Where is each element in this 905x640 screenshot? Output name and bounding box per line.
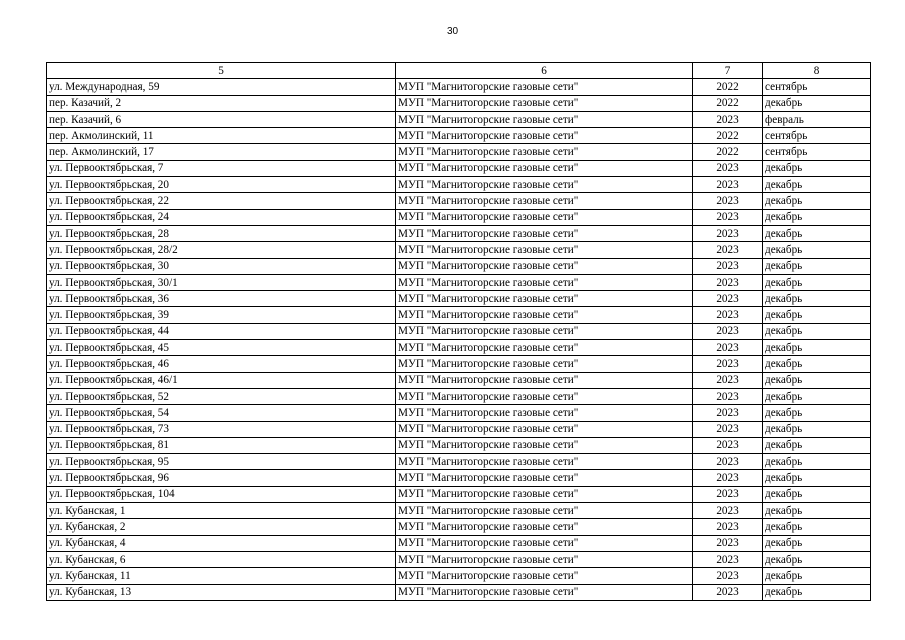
year-cell: 2023: [693, 242, 763, 258]
address-cell: пер. Акмолинский, 11: [47, 128, 396, 144]
month-cell: декабрь: [763, 454, 871, 470]
table-row: [47, 437, 871, 453]
address-cell: ул. Первооктябрьская, 46: [47, 356, 396, 372]
month-cell: декабрь: [763, 405, 871, 421]
column-number-7: 7: [693, 63, 763, 79]
address-cell: ул. Кубанская, 13: [47, 584, 396, 600]
table-row: [47, 503, 871, 519]
month-cell: декабрь: [763, 340, 871, 356]
organization-cell: МУП "Магнитогорские газовые сети": [396, 209, 693, 225]
address-cell: ул. Первооктябрьская, 28/2: [47, 242, 396, 258]
month-cell: сентябрь: [763, 144, 871, 160]
month-cell: декабрь: [763, 258, 871, 274]
table-row: [47, 340, 871, 356]
table-row: [47, 128, 871, 144]
year-cell: 2023: [693, 307, 763, 323]
address-cell: ул. Первооктябрьская, 96: [47, 470, 396, 486]
column-number-5: 5: [47, 63, 396, 79]
address-cell: ул. Кубанская, 2: [47, 519, 396, 535]
organization-cell: МУП "Магнитогорские газовые сети": [396, 584, 693, 600]
year-cell: 2023: [693, 340, 763, 356]
address-cell: ул. Первооктябрьская, 36: [47, 291, 396, 307]
table-row: [47, 95, 871, 111]
address-cell: ул. Первооктябрьская, 30/1: [47, 274, 396, 290]
table-row: [47, 307, 871, 323]
year-cell: 2023: [693, 535, 763, 551]
year-cell: 2022: [693, 128, 763, 144]
organization-cell: МУП "Магнитогорские газовые сети": [396, 503, 693, 519]
address-cell: пер. Акмолинский, 17: [47, 144, 396, 160]
year-cell: 2023: [693, 584, 763, 600]
year-cell: 2023: [693, 503, 763, 519]
table-row: [47, 225, 871, 241]
table-row: [47, 323, 871, 339]
table-row: [47, 470, 871, 486]
address-cell: ул. Первооктябрьская, 46/1: [47, 372, 396, 388]
organization-cell: МУП "Магнитогорские газовые сети": [396, 535, 693, 551]
organization-cell: МУП "Магнитогорские газовые сети": [396, 388, 693, 404]
month-cell: декабрь: [763, 307, 871, 323]
organization-cell: МУП "Магнитогорские газовые сети": [396, 323, 693, 339]
table-row: [47, 111, 871, 127]
address-cell: ул. Кубанская, 6: [47, 551, 396, 567]
table-row: [47, 454, 871, 470]
page-number: 30: [446, 26, 459, 37]
organization-cell: МУП "Магнитогорские газовые сети": [396, 128, 693, 144]
year-cell: 2023: [693, 388, 763, 404]
column-number-8: 8: [763, 63, 871, 79]
table-row: [47, 79, 871, 95]
organization-cell: МУП "Магнитогорские газовые сети": [396, 519, 693, 535]
month-cell: декабрь: [763, 225, 871, 241]
organization-cell: МУП "Магнитогорские газовые сети": [396, 95, 693, 111]
table-row: [47, 209, 871, 225]
month-cell: декабрь: [763, 519, 871, 535]
organization-cell: МУП "Магнитогорские газовые сети": [396, 568, 693, 584]
year-cell: 2023: [693, 177, 763, 193]
table-row: [47, 535, 871, 551]
month-cell: декабрь: [763, 535, 871, 551]
organization-cell: МУП "Магнитогорские газовые сети": [396, 437, 693, 453]
address-cell: ул. Первооктябрьская, 81: [47, 437, 396, 453]
year-cell: 2023: [693, 356, 763, 372]
organization-cell: МУП "Магнитогорские газовые сети": [396, 258, 693, 274]
month-cell: декабрь: [763, 388, 871, 404]
table-row: [47, 242, 871, 258]
address-cell: ул. Первооктябрьская, 24: [47, 209, 396, 225]
address-cell: ул. Первооктябрьская, 30: [47, 258, 396, 274]
month-cell: декабрь: [763, 470, 871, 486]
year-cell: 2023: [693, 519, 763, 535]
year-cell: 2023: [693, 225, 763, 241]
table-row: [47, 160, 871, 176]
organization-cell: МУП "Магнитогорские газовые сети": [396, 454, 693, 470]
month-cell: декабрь: [763, 291, 871, 307]
address-cell: ул. Кубанская, 4: [47, 535, 396, 551]
year-cell: 2023: [693, 372, 763, 388]
month-cell: декабрь: [763, 372, 871, 388]
address-cell: пер. Казачий, 2: [47, 95, 396, 111]
organization-cell: МУП "Магнитогорские газовые сети": [396, 79, 693, 95]
table-row: [47, 274, 871, 290]
month-cell: декабрь: [763, 95, 871, 111]
table-row: [47, 291, 871, 307]
address-cell: ул. Кубанская, 1: [47, 503, 396, 519]
month-cell: декабрь: [763, 584, 871, 600]
organization-cell: МУП "Магнитогорские газовые сети": [396, 111, 693, 127]
year-cell: 2023: [693, 486, 763, 502]
year-cell: 2023: [693, 437, 763, 453]
address-cell: ул. Первооктябрьская, 95: [47, 454, 396, 470]
address-cell: ул. Первооктябрьская, 104: [47, 486, 396, 502]
year-cell: 2023: [693, 470, 763, 486]
address-cell: ул. Первооктябрьская, 28: [47, 225, 396, 241]
organization-cell: МУП "Магнитогорские газовые сети": [396, 486, 693, 502]
address-cell: ул. Первооктябрьская, 39: [47, 307, 396, 323]
organization-cell: МУП "Магнитогорские газовые сети": [396, 470, 693, 486]
year-cell: 2023: [693, 258, 763, 274]
year-cell: 2023: [693, 421, 763, 437]
table-row: [47, 405, 871, 421]
table-row: [47, 584, 871, 600]
month-cell: декабрь: [763, 551, 871, 567]
address-cell: ул. Первооктябрьская, 22: [47, 193, 396, 209]
address-cell: ул. Первооктябрьская, 52: [47, 388, 396, 404]
table-row: [47, 258, 871, 274]
address-cell: ул. Первооктябрьская, 73: [47, 421, 396, 437]
month-cell: декабрь: [763, 209, 871, 225]
organization-cell: МУП "Магнитогорские газовые сети": [396, 177, 693, 193]
month-cell: февраль: [763, 111, 871, 127]
organization-cell: МУП "Магнитогорские газовые сети": [396, 356, 693, 372]
year-cell: 2023: [693, 454, 763, 470]
month-cell: декабрь: [763, 160, 871, 176]
year-cell: 2023: [693, 291, 763, 307]
address-cell: ул. Кубанская, 11: [47, 568, 396, 584]
year-cell: 2023: [693, 193, 763, 209]
year-cell: 2023: [693, 551, 763, 567]
year-cell: 2023: [693, 274, 763, 290]
table-row: [47, 519, 871, 535]
address-cell: ул. Первооктябрьская, 20: [47, 177, 396, 193]
organization-cell: МУП "Магнитогорские газовые сети": [396, 340, 693, 356]
month-cell: сентябрь: [763, 128, 871, 144]
month-cell: сентябрь: [763, 79, 871, 95]
organization-cell: МУП "Магнитогорские газовые сети": [396, 225, 693, 241]
month-cell: декабрь: [763, 421, 871, 437]
month-cell: декабрь: [763, 568, 871, 584]
table-row: [47, 372, 871, 388]
year-cell: 2023: [693, 568, 763, 584]
table-row: [47, 356, 871, 372]
organization-cell: МУП "Магнитогорские газовые сети": [396, 274, 693, 290]
month-cell: декабрь: [763, 486, 871, 502]
year-cell: 2023: [693, 323, 763, 339]
month-cell: декабрь: [763, 323, 871, 339]
year-cell: 2023: [693, 160, 763, 176]
year-cell: 2022: [693, 79, 763, 95]
organization-cell: МУП "Магнитогорские газовые сети": [396, 291, 693, 307]
gas-network-table: [46, 62, 871, 601]
address-cell: пер. Казачий, 6: [47, 111, 396, 127]
address-cell: ул. Первооктябрьская, 7: [47, 160, 396, 176]
organization-cell: МУП "Магнитогорские газовые сети": [396, 551, 693, 567]
month-cell: декабрь: [763, 177, 871, 193]
month-cell: декабрь: [763, 356, 871, 372]
column-number-row: [47, 63, 871, 79]
organization-cell: МУП "Магнитогорские газовые сети": [396, 160, 693, 176]
table-row: [47, 193, 871, 209]
year-cell: 2022: [693, 144, 763, 160]
organization-cell: МУП "Магнитогорские газовые сети": [396, 405, 693, 421]
year-cell: 2022: [693, 95, 763, 111]
address-cell: ул. Международная, 59: [47, 79, 396, 95]
table-row: [47, 421, 871, 437]
column-number-6: 6: [396, 63, 693, 79]
month-cell: декабрь: [763, 274, 871, 290]
organization-cell: МУП "Магнитогорские газовые сети": [396, 307, 693, 323]
table-row: [47, 551, 871, 567]
address-cell: ул. Первооктябрьская, 54: [47, 405, 396, 421]
year-cell: 2023: [693, 209, 763, 225]
table-row: [47, 486, 871, 502]
table-row: [47, 177, 871, 193]
month-cell: декабрь: [763, 437, 871, 453]
address-cell: ул. Первооктябрьская, 44: [47, 323, 396, 339]
month-cell: декабрь: [763, 503, 871, 519]
table-row: [47, 144, 871, 160]
organization-cell: МУП "Магнитогорские газовые сети": [396, 144, 693, 160]
organization-cell: МУП "Магнитогорские газовые сети": [396, 242, 693, 258]
organization-cell: МУП "Магнитогорские газовые сети": [396, 372, 693, 388]
month-cell: декабрь: [763, 242, 871, 258]
organization-cell: МУП "Магнитогорские газовые сети": [396, 421, 693, 437]
year-cell: 2023: [693, 111, 763, 127]
table-row: [47, 568, 871, 584]
month-cell: декабрь: [763, 193, 871, 209]
table-row: [47, 388, 871, 404]
year-cell: 2023: [693, 405, 763, 421]
organization-cell: МУП "Магнитогорские газовые сети": [396, 193, 693, 209]
address-cell: ул. Первооктябрьская, 45: [47, 340, 396, 356]
